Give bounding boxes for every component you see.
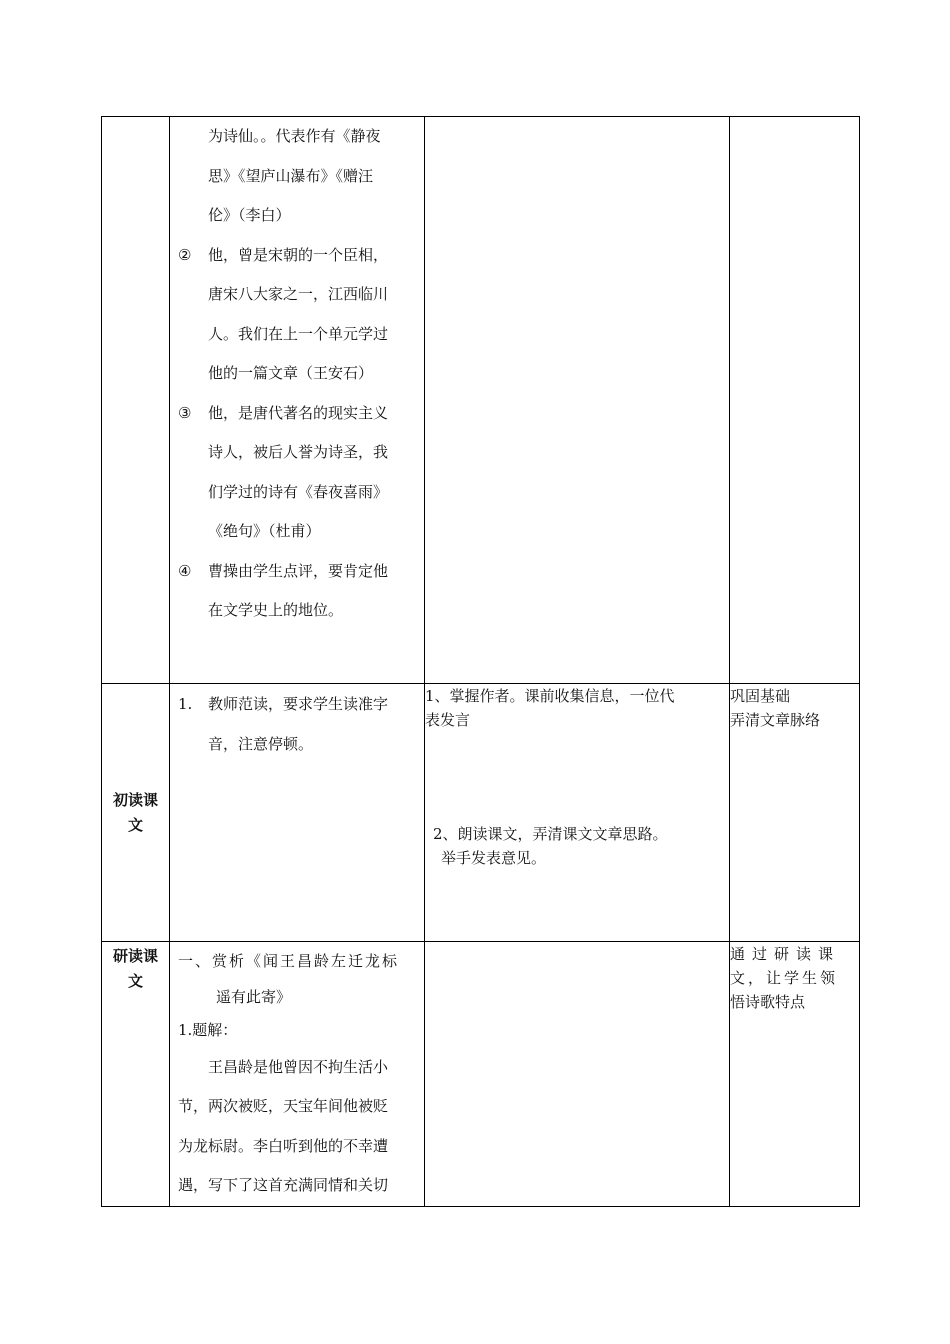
table-row <box>102 117 860 684</box>
body-line: 节，两次被贬，天宝年间他被贬 <box>178 1097 389 1115</box>
section-cell <box>102 117 170 684</box>
item-number: ④ <box>178 561 192 580</box>
section-label: 文 <box>127 815 143 834</box>
purpose-cell <box>730 684 860 942</box>
teacher-activity-line: 音，注意停顿。 <box>208 734 314 753</box>
teacher-activity-line <box>178 473 418 513</box>
line-text: 思》《望庐山瀑布》《赠汪 <box>208 166 374 185</box>
purpose-text: 巩固基础 <box>730 687 791 705</box>
purpose-text: 通过研读课 <box>730 945 841 963</box>
section-heading: 一、赏析《闻王昌龄左迁龙标 <box>178 952 400 970</box>
purpose-cell <box>730 117 860 684</box>
teacher-activity-line <box>178 354 418 394</box>
line-text: 《绝句》（杜甫） <box>208 522 321 540</box>
teacher-activity-line <box>178 236 418 276</box>
teacher-activity-line <box>178 591 418 631</box>
teacher-activity-line <box>178 315 418 355</box>
line-text: 教师范读，要求学生读准字 <box>208 695 389 713</box>
student-activity-item: 2、朗读课文，弄清课文文章思路。 <box>433 825 668 843</box>
student-activity-item: 举手发表意见。 <box>441 849 547 867</box>
line-text: 唐宋八大家之一，江西临川 <box>208 285 389 303</box>
section-heading: 遥有此寄》 <box>216 987 292 1006</box>
line-text: 他，是唐代著名的现实主义 <box>208 403 389 422</box>
purpose-text: 弄清文章脉络 <box>730 711 821 729</box>
line-text: 他的一篇文章（王安石） <box>208 364 374 382</box>
teacher-activity-line <box>178 433 418 473</box>
section-label-cell <box>102 942 170 1207</box>
section-label: 研读课 <box>112 947 158 965</box>
teacher-activity-line <box>178 685 418 725</box>
teacher-activity-line <box>178 275 418 315</box>
teacher-activity-cell <box>170 942 425 1207</box>
purpose-text: 悟诗歌特点 <box>730 993 806 1011</box>
student-activity-item: 1、掌握作者。课前收集信息，一位代 <box>425 687 675 705</box>
sub-heading: 1.题解： <box>178 1020 238 1039</box>
teacher-activity-line <box>178 512 418 552</box>
section-label-cell <box>102 684 170 942</box>
body-line: 遇，写下了这首充满同情和关切 <box>178 1176 389 1194</box>
teacher-activity-line <box>178 552 418 592</box>
item-number: ② <box>178 245 192 264</box>
body-line: 王昌龄是他曾因不拘生活小 <box>208 1057 389 1076</box>
line-text: 诗人，被后人誉为诗圣，我 <box>208 443 389 461</box>
teacher-activity-line <box>178 196 418 236</box>
purpose-text: 文，让学生领 <box>730 969 839 987</box>
line-text: 们学过的诗有《春夜喜雨》 <box>208 482 389 501</box>
teacher-activity-line <box>178 394 418 434</box>
line-text: 为诗仙。。代表作有《静夜 <box>208 127 381 145</box>
teacher-activity-line <box>178 157 418 197</box>
body-line: 为龙标尉。李白听到他的不幸遭 <box>178 1136 389 1155</box>
teacher-activity-cell <box>170 684 425 942</box>
student-activity-cell <box>425 942 730 1207</box>
student-activity-cell <box>425 117 730 684</box>
body-lines <box>178 1048 418 1206</box>
purpose-cell <box>730 942 860 1207</box>
table-row <box>102 684 860 942</box>
teacher-activity-line <box>178 117 418 157</box>
student-activity-item: 表发言 <box>425 711 471 729</box>
item-number: 1. <box>178 695 193 713</box>
line-text: 人。我们在上一个单元学过 <box>208 324 389 343</box>
table-row <box>102 942 860 1207</box>
section-label: 初读课 <box>112 790 158 809</box>
lesson-plan-table <box>101 116 860 1207</box>
section-label: 文 <box>127 972 143 990</box>
line-text: 曹操由学生点评，要肯定他 <box>208 561 389 580</box>
line-text: 伦》（李白） <box>208 206 291 224</box>
teacher-activity-lines <box>178 117 418 631</box>
student-activity-cell <box>425 684 730 942</box>
line-text: 他，曾是宋朝的一个臣相， <box>208 245 389 264</box>
item-number: ③ <box>178 403 192 422</box>
teacher-activity-cell <box>170 117 425 684</box>
line-text: 在文学史上的地位。 <box>208 601 344 619</box>
